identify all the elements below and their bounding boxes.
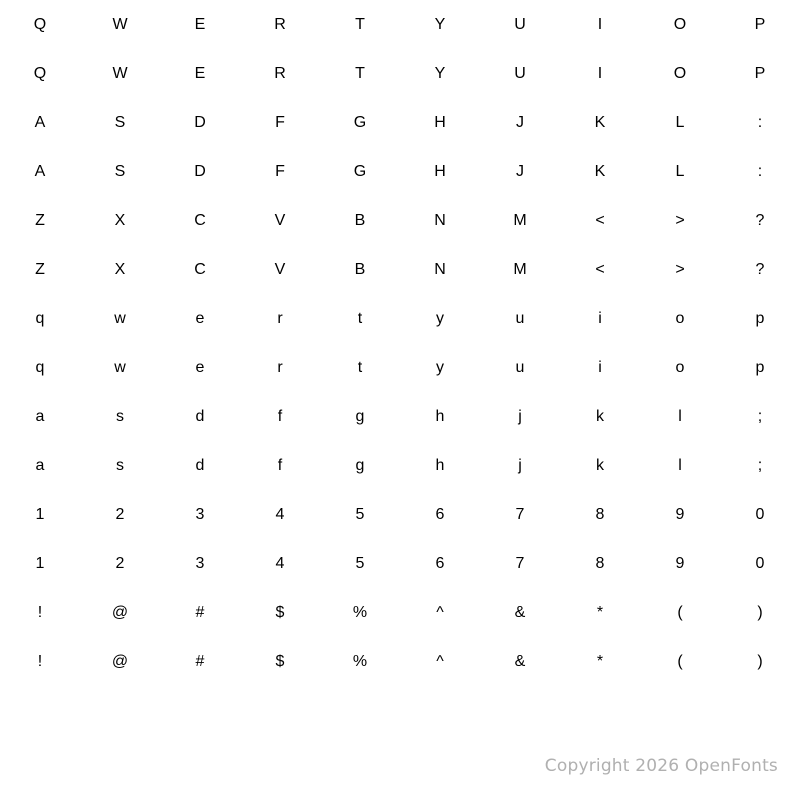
glyph-cell: 1 bbox=[35, 505, 45, 523]
glyph-cell: T bbox=[355, 64, 365, 82]
glyph-cell: s bbox=[116, 407, 124, 425]
glyph-cell: Z bbox=[35, 211, 45, 229]
glyph-cell: 4 bbox=[275, 505, 285, 523]
glyph-cell: ? bbox=[755, 211, 765, 229]
glyph-cell: X bbox=[114, 260, 126, 278]
glyph-cell: U bbox=[514, 15, 526, 33]
glyph-cell: W bbox=[112, 64, 128, 82]
glyph-cell: 5 bbox=[355, 505, 365, 523]
glyph-cell: o bbox=[675, 309, 685, 327]
glyph-cell: J bbox=[516, 113, 524, 131]
glyph-cell: D bbox=[194, 162, 206, 180]
glyph-cell: 7 bbox=[515, 554, 525, 572]
glyph-cell: & bbox=[514, 652, 526, 670]
glyph-cell: 9 bbox=[675, 554, 685, 572]
glyph-cell: G bbox=[353, 162, 367, 180]
glyph-cell: l bbox=[678, 407, 682, 425]
glyph-cell: g bbox=[355, 407, 365, 425]
glyph-cell: C bbox=[194, 211, 206, 229]
glyph-cell: ! bbox=[37, 652, 43, 670]
glyph-cell: S bbox=[114, 162, 126, 180]
glyph-cell: H bbox=[434, 113, 446, 131]
glyph-cell: r bbox=[277, 309, 283, 327]
glyph-cell: A bbox=[34, 162, 46, 180]
glyph-cell: 8 bbox=[595, 505, 605, 523]
glyph-cell: < bbox=[595, 211, 605, 229]
glyph-cell: f bbox=[277, 407, 283, 425]
glyph-cell: C bbox=[194, 260, 206, 278]
glyph-cell: E bbox=[194, 64, 206, 82]
glyph-cell: F bbox=[275, 113, 285, 131]
glyph-cell: 3 bbox=[195, 505, 205, 523]
glyph-cell: % bbox=[352, 652, 368, 670]
glyph-cell: e bbox=[195, 358, 205, 376]
glyph-cell: E bbox=[194, 15, 206, 33]
glyph-cell: 1 bbox=[35, 554, 45, 572]
glyph-cell: P bbox=[754, 64, 766, 82]
glyph-cell: y bbox=[436, 309, 444, 327]
glyph-cell: ! bbox=[37, 603, 43, 621]
glyph-cell: q bbox=[35, 309, 45, 327]
glyph-cell: L bbox=[675, 113, 685, 131]
glyph-cell: M bbox=[513, 260, 527, 278]
glyph-cell: O bbox=[673, 15, 687, 33]
glyph-cell: % bbox=[352, 603, 368, 621]
glyph-cell: G bbox=[353, 113, 367, 131]
glyph-cell: 6 bbox=[435, 505, 445, 523]
glyph-cell: p bbox=[755, 358, 765, 376]
glyph-cell: M bbox=[513, 211, 527, 229]
glyph-cell: @ bbox=[111, 603, 129, 621]
glyph-cell: R bbox=[274, 15, 286, 33]
glyph-cell: w bbox=[114, 358, 126, 376]
glyph-cell: 7 bbox=[515, 505, 525, 523]
glyph-cell: < bbox=[595, 260, 605, 278]
glyph-cell: W bbox=[112, 15, 128, 33]
glyph-cell: Z bbox=[35, 260, 45, 278]
glyph-cell: ; bbox=[757, 407, 763, 425]
glyph-cell: g bbox=[355, 456, 365, 474]
glyph-cell: j bbox=[518, 407, 522, 425]
glyph-cell: U bbox=[514, 64, 526, 82]
glyph-cell: h bbox=[435, 456, 445, 474]
glyph-cell: 9 bbox=[675, 505, 685, 523]
glyph-cell: J bbox=[516, 162, 524, 180]
glyph-cell: 0 bbox=[755, 554, 765, 572]
glyph-cell: * bbox=[596, 652, 604, 670]
glyph-cell: 2 bbox=[115, 554, 125, 572]
glyph-cell: $ bbox=[275, 603, 285, 621]
glyph-cell: ^ bbox=[436, 652, 444, 670]
glyph-cell: 5 bbox=[355, 554, 365, 572]
glyph-cell: @ bbox=[111, 652, 129, 670]
glyph-cell: : bbox=[757, 113, 763, 131]
glyph-cell: K bbox=[594, 113, 606, 131]
glyph-cell: ; bbox=[757, 456, 763, 474]
glyph-cell: ) bbox=[757, 603, 763, 621]
glyph-cell: V bbox=[274, 211, 286, 229]
glyph-cell: S bbox=[114, 113, 126, 131]
glyph-cell: f bbox=[277, 456, 283, 474]
glyph-cell: V bbox=[274, 260, 286, 278]
glyph-cell: Y bbox=[434, 64, 446, 82]
glyph-cell: q bbox=[35, 358, 45, 376]
glyph-cell: 4 bbox=[275, 554, 285, 572]
glyph-cell: e bbox=[195, 309, 205, 327]
glyph-cell: j bbox=[518, 456, 522, 474]
glyph-cell: R bbox=[274, 64, 286, 82]
glyph-cell: B bbox=[354, 260, 366, 278]
glyph-cell: ^ bbox=[436, 603, 444, 621]
glyph-cell: Q bbox=[33, 15, 47, 33]
glyph-cell: w bbox=[114, 309, 126, 327]
glyph-cell: * bbox=[596, 603, 604, 621]
glyph-cell: F bbox=[275, 162, 285, 180]
glyph-cell: N bbox=[434, 211, 446, 229]
glyph-cell: ) bbox=[757, 652, 763, 670]
glyph-cell: d bbox=[195, 456, 205, 474]
glyph-cell: u bbox=[515, 358, 525, 376]
glyph-cell: B bbox=[354, 211, 366, 229]
glyph-cell: > bbox=[675, 211, 685, 229]
glyph-cell: D bbox=[194, 113, 206, 131]
glyph-cell: l bbox=[678, 456, 682, 474]
glyph-cell: 2 bbox=[115, 505, 125, 523]
glyph-cell: > bbox=[675, 260, 685, 278]
glyph-cell: i bbox=[598, 309, 602, 327]
glyph-cell: Y bbox=[434, 15, 446, 33]
glyph-cell: : bbox=[757, 162, 763, 180]
glyph-cell: p bbox=[755, 309, 765, 327]
glyph-cell: O bbox=[673, 64, 687, 82]
glyph-cell: Q bbox=[33, 64, 47, 82]
glyph-cell: A bbox=[34, 113, 46, 131]
glyph-cell: d bbox=[195, 407, 205, 425]
glyph-cell: I bbox=[597, 64, 603, 82]
glyph-cell: t bbox=[357, 358, 363, 376]
glyph-cell: ? bbox=[755, 260, 765, 278]
glyph-cell: t bbox=[357, 309, 363, 327]
glyph-cell: a bbox=[35, 407, 45, 425]
glyph-cell: y bbox=[436, 358, 444, 376]
glyph-cell: X bbox=[114, 211, 126, 229]
glyph-cell: T bbox=[355, 15, 365, 33]
glyph-cell: L bbox=[675, 162, 685, 180]
glyph-cell: r bbox=[277, 358, 283, 376]
glyph-cell: P bbox=[754, 15, 766, 33]
glyph-cell: N bbox=[434, 260, 446, 278]
glyph-cell: h bbox=[435, 407, 445, 425]
glyph-cell: & bbox=[514, 603, 526, 621]
glyph-cell: ( bbox=[677, 652, 683, 670]
glyph-cell: i bbox=[598, 358, 602, 376]
glyph-cell: u bbox=[515, 309, 525, 327]
glyph-cell: ( bbox=[677, 603, 683, 621]
glyph-cell: $ bbox=[275, 652, 285, 670]
glyph-cell: 0 bbox=[755, 505, 765, 523]
glyph-cell: I bbox=[597, 15, 603, 33]
glyph-cell: H bbox=[434, 162, 446, 180]
glyph-cell: # bbox=[195, 603, 205, 621]
glyph-cell: s bbox=[116, 456, 124, 474]
glyph-cell: o bbox=[675, 358, 685, 376]
glyph-cell: 8 bbox=[595, 554, 605, 572]
glyph-cell: k bbox=[596, 407, 604, 425]
copyright-notice: Copyright 2026 OpenFonts bbox=[544, 756, 778, 776]
glyph-cell: a bbox=[35, 456, 45, 474]
glyph-cell: k bbox=[596, 456, 604, 474]
glyph-cell: 6 bbox=[435, 554, 445, 572]
glyph-cell: 3 bbox=[195, 554, 205, 572]
glyph-cell: # bbox=[195, 652, 205, 670]
glyph-cell: K bbox=[594, 162, 606, 180]
